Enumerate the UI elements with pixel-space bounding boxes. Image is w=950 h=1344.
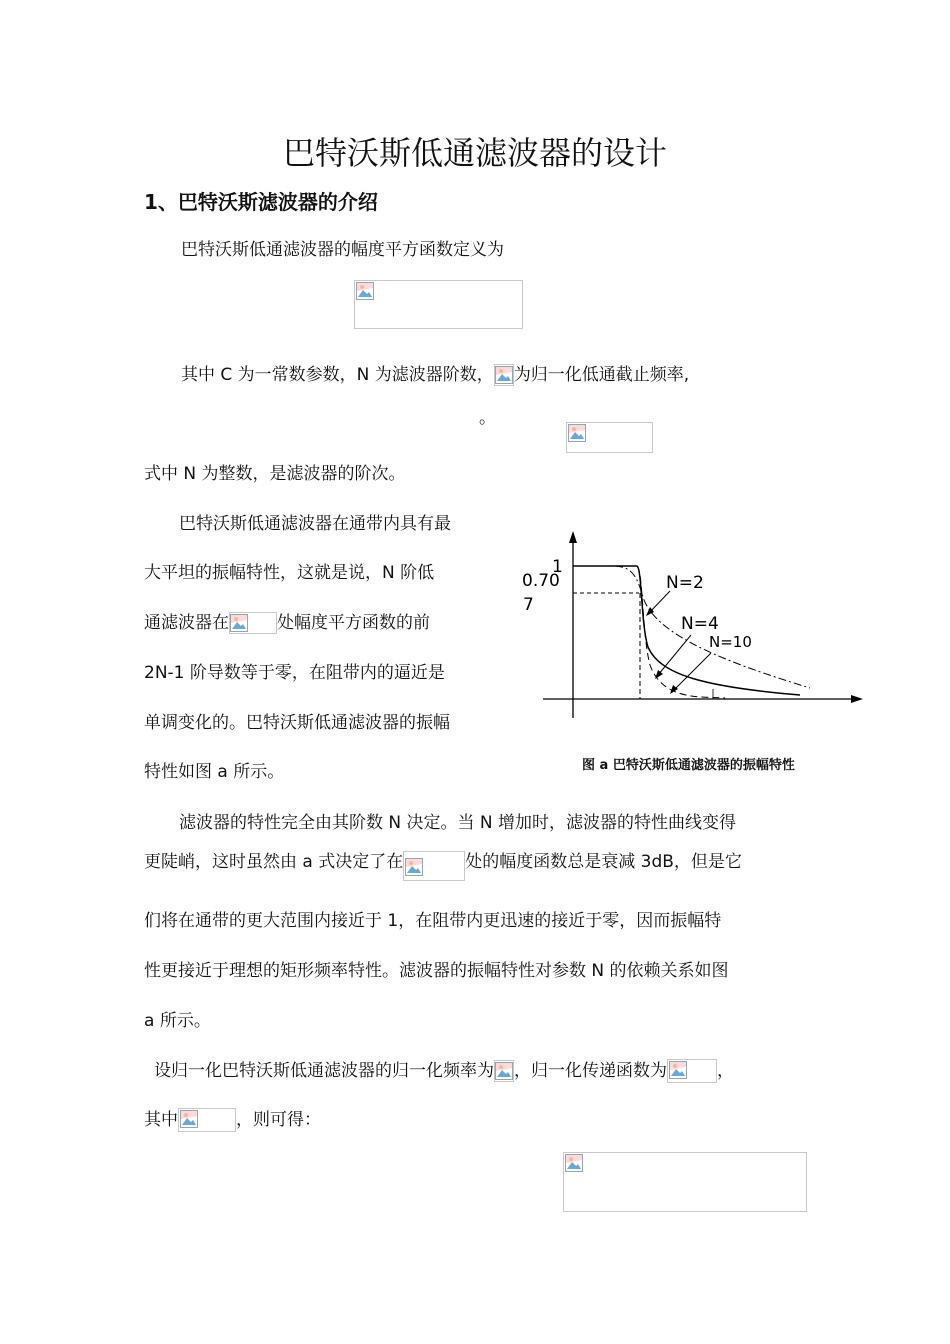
figure-caption: 图 a 巴特沃斯低通滤波器的振幅特性 [582,758,795,773]
paragraph-5-line-2b: 处的幅度函数总是衰减 3dB，但是它 [465,852,742,872]
x-axis-arrow [851,695,863,703]
y-axis-arrow [569,531,577,543]
paragraph-2-text-b: 为归一化低通截止频率, [513,365,690,385]
section-heading: 1、巴特沃斯滤波器的介绍 [144,190,378,214]
paragraph-6-line-2 [144,1108,321,1132]
paragraph-4-line-3 [144,611,430,635]
paragraph-4-line-2: 大平坦的振幅特性，这就是说，N 阶低 [144,563,435,583]
broken-image-icon [230,614,248,632]
inline-formula-omega-c [494,364,514,386]
paragraph-4-line-3b: 处幅度平方函数的前 [277,613,430,633]
paragraph-4-line-6: 特性如图 a 所示。 [144,762,285,782]
paragraph-5-line-3: 们将在通带的更大范围内接近于 1，在阻带内更迅速的接近于零，因而振幅特 [144,911,722,931]
paragraph-3: 式中 N 为整数，是滤波器的阶次。 [144,464,406,484]
paragraph-4-line-3a: 通滤波器在 [144,613,229,633]
paragraph-5-line-5: a 所示。 [144,1011,211,1031]
paragraph-2-text-a: 其中 C 为一常数参数，N 为滤波器阶数， [181,365,494,385]
label-n4: N=4 [681,614,719,634]
broken-image-icon [495,1062,513,1080]
broken-image-icon [180,1110,198,1128]
formula-image-1 [354,280,523,329]
formula-image-2 [566,422,653,453]
broken-image-icon [669,1061,687,1079]
y-tick-0707-a: 0.70 [522,571,560,591]
inline-formula-omega-0 [229,612,277,634]
broken-image-icon [495,366,513,384]
inline-formula-lambda [494,1060,514,1082]
y-tick-0707-b: 7 [523,595,534,615]
y-tick-1: 1 [552,557,563,577]
broken-image-icon [568,424,586,442]
label-n10: N=10 [709,633,752,651]
inline-formula-omega-c-2 [403,851,465,881]
broken-image-icon [405,858,423,876]
pointer-n4-head [655,670,663,679]
inline-formula-H-p [667,1059,717,1083]
paragraph-6-line-1a: 设归一化巴特沃斯低通滤波器的归一化频率为 [154,1061,494,1081]
paragraph-2 [181,363,689,387]
paragraph-5-line-1: 滤波器的特性完全由其阶数 N 决定。当 N 增加时，滤波器的特性曲线变得 [179,813,737,833]
pointer-n4 [658,635,691,675]
paragraph-6-line-2b: ，则可得： [236,1110,321,1130]
paragraph-4-line-4: 2N-1 阶导数等于零，在阻带内的逼近是 [144,663,445,683]
paragraph-6-line-1b: ，归一化传递函数为 [514,1061,667,1081]
paragraph-5-line-2a: 更陡峭，这时虽然由 a 式决定了在 [144,852,404,872]
period-mark: 。 [479,408,496,428]
paragraph-6-line-1c: ， [717,1061,734,1081]
paragraph-4-line-5: 单调变化的。巴特沃斯低通滤波器的振幅 [144,713,450,733]
paragraph-6-line-1 [154,1059,734,1083]
page-title: 巴特沃斯低通滤波器的设计 [282,134,667,172]
paragraph-5-line-4: 性更接近于理想的矩形频率特性。滤波器的振幅特性对参数 N 的依赖关系如图 [144,961,729,981]
inline-formula-p [178,1108,236,1132]
label-n2: N=2 [666,573,704,593]
paragraph-4-line-1: 巴特沃斯低通滤波器在通带内具有最 [179,514,451,534]
figure-amplitude-chart [515,525,875,730]
broken-image-icon [356,282,374,300]
formula-image-3 [563,1152,807,1212]
paragraph-1: 巴特沃斯低通滤波器的幅度平方函数定义为 [181,240,504,260]
pointer-n10 [673,653,711,691]
paragraph-6-line-2a: 其中 [144,1110,178,1130]
broken-image-icon [565,1154,583,1172]
paragraph-5-line-2 [144,850,742,881]
